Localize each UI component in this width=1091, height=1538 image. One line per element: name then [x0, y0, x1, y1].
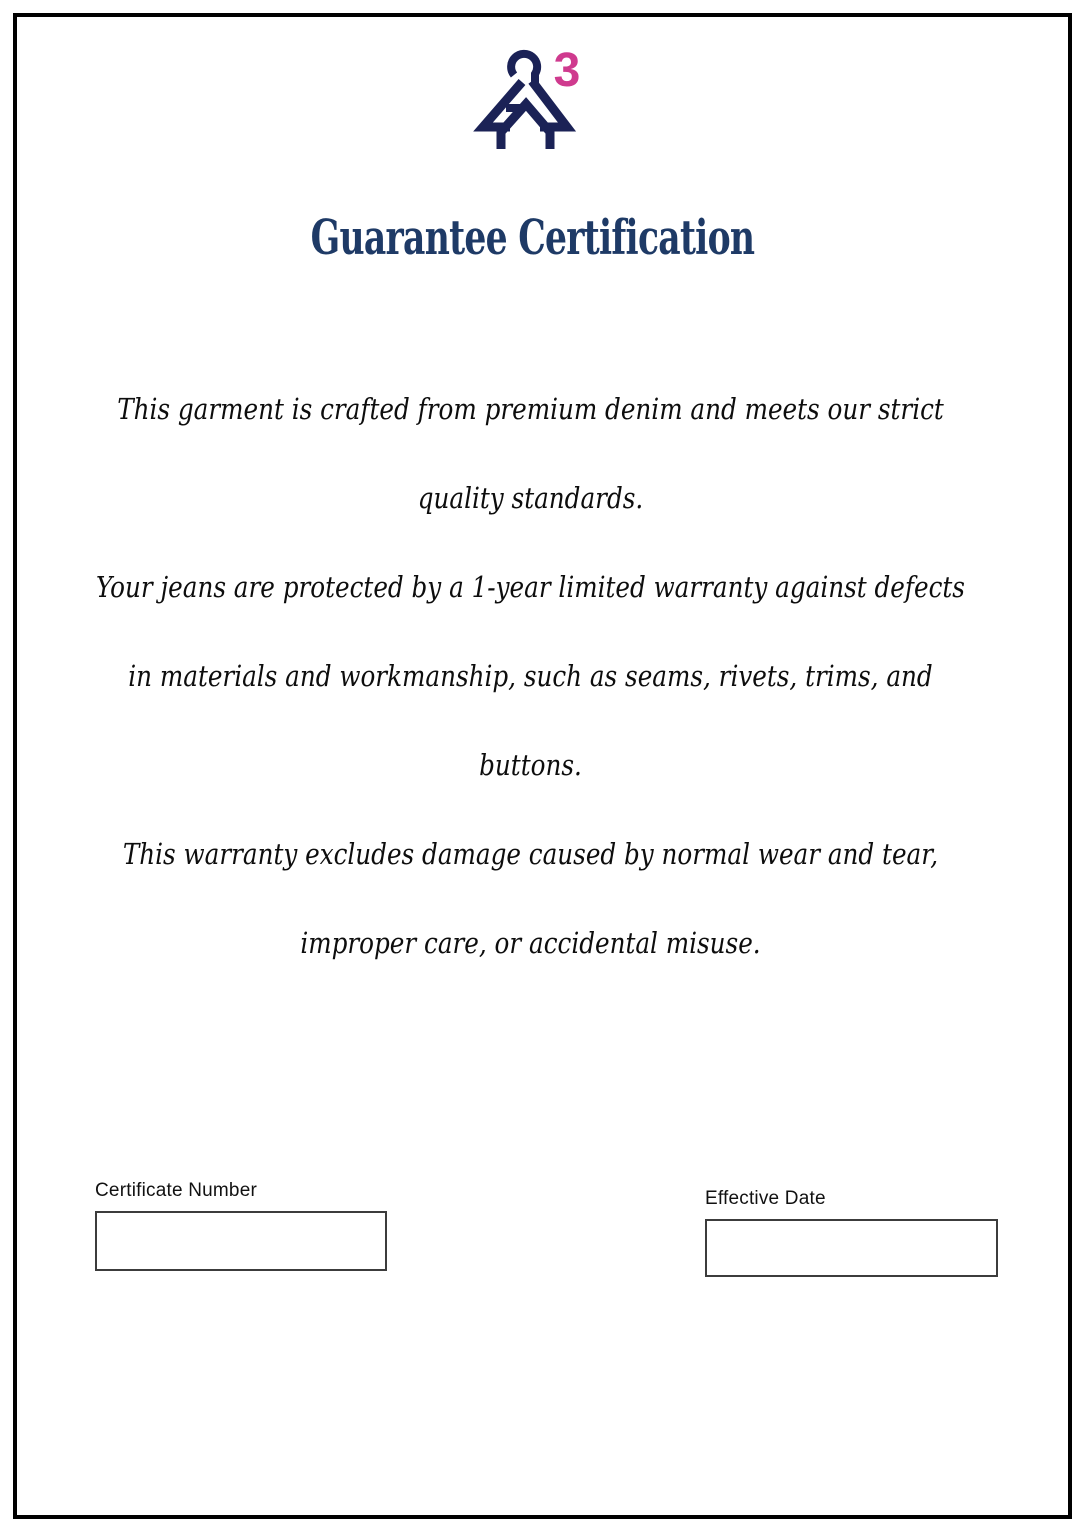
logo-superscript-3: 3 [553, 44, 581, 97]
effective-date-label: Effective Date [705, 1188, 826, 1209]
body-line: buttons. [479, 748, 582, 782]
page-title: Guarantee Certification [310, 210, 755, 266]
certificate-body-text [80, 365, 982, 988]
effective-date-input[interactable] [705, 1219, 998, 1277]
body-line: This garment is crafted from premium denim and meets our strict [117, 392, 944, 426]
certificate-number-field [95, 1180, 387, 1271]
body-line: improper care, or accidental misuse. [300, 926, 761, 960]
body-line: This warranty excludes damage caused by normal wear and tear, [122, 837, 939, 871]
body-line: quality standards. [417, 481, 644, 515]
brand-logo [470, 40, 610, 160]
body-line: in materials and workmanship, such as seams, rivets, trims, and [128, 659, 933, 693]
certificate-number-input[interactable] [95, 1211, 387, 1271]
body-line: Your jeans are protected by a 1-year limited warranty against defects [96, 570, 965, 604]
effective-date-field [705, 1188, 998, 1277]
certificate-number-label: Certificate Number [95, 1180, 257, 1201]
